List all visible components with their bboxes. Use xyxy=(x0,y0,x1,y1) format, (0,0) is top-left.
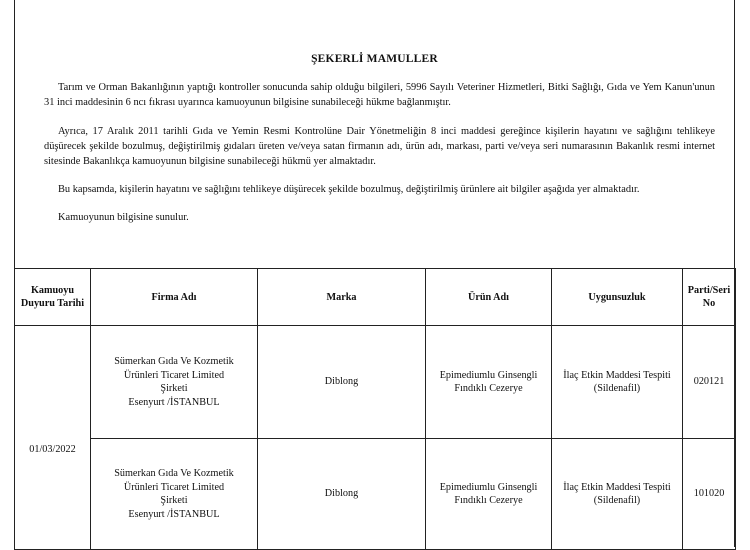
product-line: Epimediumlu Ginsengli xyxy=(439,481,538,493)
firm-line: Sümerkan Gıda Ve Kozmetik xyxy=(114,356,234,367)
product-line: Epimediumlu Ginsengli xyxy=(439,369,538,381)
product-name xyxy=(426,439,552,550)
header-issue: Uygunsuzluk xyxy=(552,269,683,326)
issue-line: İlaç Etkin Maddesi Tespiti xyxy=(563,481,671,493)
paragraph-1: Tarım ve Orman Bakanlığının yaptığı kontroller sonucunda sahip olduğu bilgileri, 5996 Sayılı Veteriner Hizmetleri, Bitki Sağlığı, Gıda ve Yem Kanun'unun 31 inci maddesinin 6 ncı fıkrası uyarınca kamuoyunun bilgisine sunabileceği hükme bağlanmıştır. xyxy=(44,82,715,108)
header-date: Kamuoyu Duyuru Tarihi xyxy=(15,269,91,326)
table-header-row xyxy=(15,269,736,326)
product-name xyxy=(426,326,552,439)
firm-line: Ürünleri Ticaret Limited xyxy=(123,481,225,493)
nonconformity xyxy=(552,326,683,439)
brand-name: Diblong xyxy=(258,326,426,439)
firm-line: Esenyurt /İSTANBUL xyxy=(128,508,220,520)
header-firm: Firma Adı xyxy=(91,269,258,326)
firm-name xyxy=(91,326,258,439)
firm-line: Ürünleri Ticaret Limited xyxy=(123,369,225,381)
intro-section xyxy=(14,0,735,268)
issue-line: (Sildenafil) xyxy=(593,383,641,394)
recall-table xyxy=(14,268,736,550)
batch-number: 101020 xyxy=(683,439,736,550)
announcement-date: 01/03/2022 xyxy=(15,326,91,550)
header-brand: Marka xyxy=(258,269,426,326)
header-batch: Parti/Seri No xyxy=(683,269,736,326)
firm-line: Esenyurt /İSTANBUL xyxy=(128,396,220,408)
product-line: Fındıklı Cezerye xyxy=(454,383,523,394)
table-row xyxy=(15,326,736,439)
firm-name xyxy=(91,439,258,550)
paragraph-2: Ayrıca, 17 Aralık 2011 tarihli Gıda ve Yemin Resmi Kontrolüne Dair Yönetmeliğin 8 inci maddesi gereğince kişilerin hayatını ve sağlığını tehlikeye düşürecek şekilde bozulmuş, değiştirilmiş gıdaları üreten ve/veya satan firmanın adı, ürün adı, markası, parti ve/veya seri numarasının Bakanlık resmi internet sitesinde Bakanlıkça kamuoyunun bilgisine sunabileceği hükmü yer almaktadır. xyxy=(44,126,715,167)
firm-line: Şirketi xyxy=(160,495,188,506)
issue-line: İlaç Etkin Maddesi Tespiti xyxy=(563,369,671,381)
firm-line: Şirketi xyxy=(160,383,188,394)
paragraph-4: Kamuoyunun bilgisine sunulur. xyxy=(58,212,189,223)
product-line: Fındıklı Cezerye xyxy=(454,495,523,506)
firm-line: Sümerkan Gıda Ve Kozmetik xyxy=(114,468,234,479)
nonconformity xyxy=(552,439,683,550)
batch-number: 020121 xyxy=(683,326,736,439)
paragraph-3: Bu kapsamda, kişilerin hayatını ve sağlığını tehlikeye düşürecek şekilde bozulmuş, değiştirilmiş ürünlere ait bilgiler aşağıda yer almaktadır. xyxy=(58,184,640,195)
header-product: Ürün Adı xyxy=(426,269,552,326)
brand-name: Diblong xyxy=(258,439,426,550)
issue-line: (Sildenafil) xyxy=(593,495,641,506)
table-row xyxy=(15,439,736,550)
document-title: ŞEKERLİ MAMULLER xyxy=(311,53,438,65)
